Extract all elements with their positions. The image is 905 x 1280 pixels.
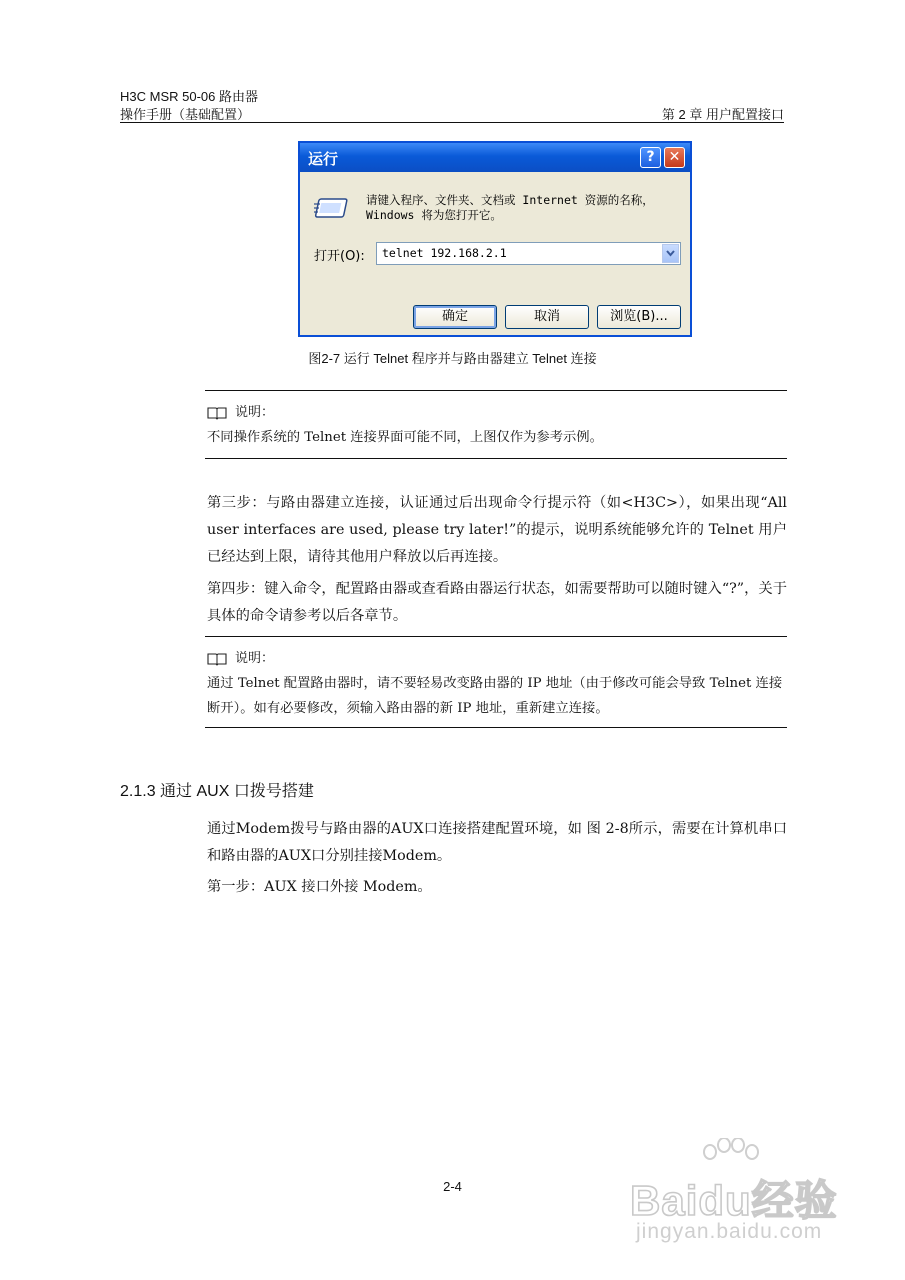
run-program-icon (314, 195, 352, 223)
close-button[interactable]: ✕ (664, 147, 685, 168)
ok-button[interactable]: 确定 (413, 305, 497, 329)
open-label: 打开(O): (314, 249, 365, 264)
step4-paragraph: 第四步：键入命令，配置路由器或查看路由器运行状态，如需要帮助可以随时键入“?”，关于具体的命令请参考以后各章节。 (207, 581, 787, 624)
help-button[interactable]: ? (640, 147, 661, 168)
open-input[interactable]: telnet 192.168.2.1 (382, 246, 507, 260)
chevron-down-icon (663, 245, 678, 262)
watermark-url: jingyan.baidu.com (636, 1220, 823, 1243)
page-number: 2-4 (443, 1179, 462, 1194)
book-icon (207, 406, 227, 420)
note2-text: 通过 Telnet 配置路由器时，请不要轻易改变路由器的 IP 地址（由于修改可能会导致 Telnet 连接断开）。如有必要修改，须输入路由器的新 IP 地址，重新建立连接。 (207, 676, 783, 716)
combo-dropdown-button[interactable] (662, 244, 679, 263)
note1-heading-text: 说明： (235, 405, 275, 420)
note1-text: 不同操作系统的 Telnet 连接界面可能不同，上图仅作为参考示例。 (207, 430, 603, 445)
note1-heading (207, 401, 274, 420)
section-title: 2.1.3 通过 AUX 口拨号搭建 (120, 783, 314, 800)
run-dialog-description: 请键入程序、文件夹、文档或 Internet 资源的名称，Windows 将为您打开它。 (366, 193, 654, 222)
note2-heading-text: 说明： (235, 651, 275, 666)
watermark-logo: Baidu经验 (630, 1177, 838, 1224)
header-product: H3C MSR 50-06 路由器 (120, 89, 258, 104)
cancel-button[interactable]: 取消 (505, 305, 589, 329)
note2-heading (207, 647, 274, 666)
run-dialog (298, 141, 692, 337)
step3-paragraph: 第三步：与路由器建立连接，认证通过后出现命令行提示符（如<H3C>），如果出现“All user interfaces are used, please try later!”的提示，说明系统能够允许的 Telnet 用户已经达到上限，请待其他用户释放以后再连接。 (207, 495, 787, 565)
note1-top-rule (205, 390, 787, 391)
figure-caption: 图2-7 运行 Telnet 程序并与路由器建立 Telnet 连接 (308, 351, 597, 366)
header-chapter: 第 2 章 用户配置接口 (661, 107, 784, 122)
note1-bottom-rule (205, 458, 787, 459)
section-paragraph-1: 通过Modem拨号与路由器的AUX口连接搭建配置环境，如 图 2-8所示，需要在计算机串口和路由器的AUX口分别挂接Modem。 (207, 821, 787, 864)
note2-top-rule (205, 636, 787, 637)
section-paragraph-2: 第一步：AUX 接口外接 Modem。 (207, 879, 432, 895)
baidu-watermark (630, 1138, 860, 1248)
book-icon (207, 652, 227, 666)
header-rule (120, 122, 784, 123)
browse-button[interactable]: 浏览(B)... (597, 305, 681, 329)
header-manual: 操作手册（基础配置） (120, 107, 251, 122)
note2-bottom-rule (205, 727, 787, 728)
open-combobox[interactable] (376, 242, 681, 265)
run-dialog-titlebar (300, 143, 690, 172)
run-dialog-title: 运行 (308, 150, 339, 168)
